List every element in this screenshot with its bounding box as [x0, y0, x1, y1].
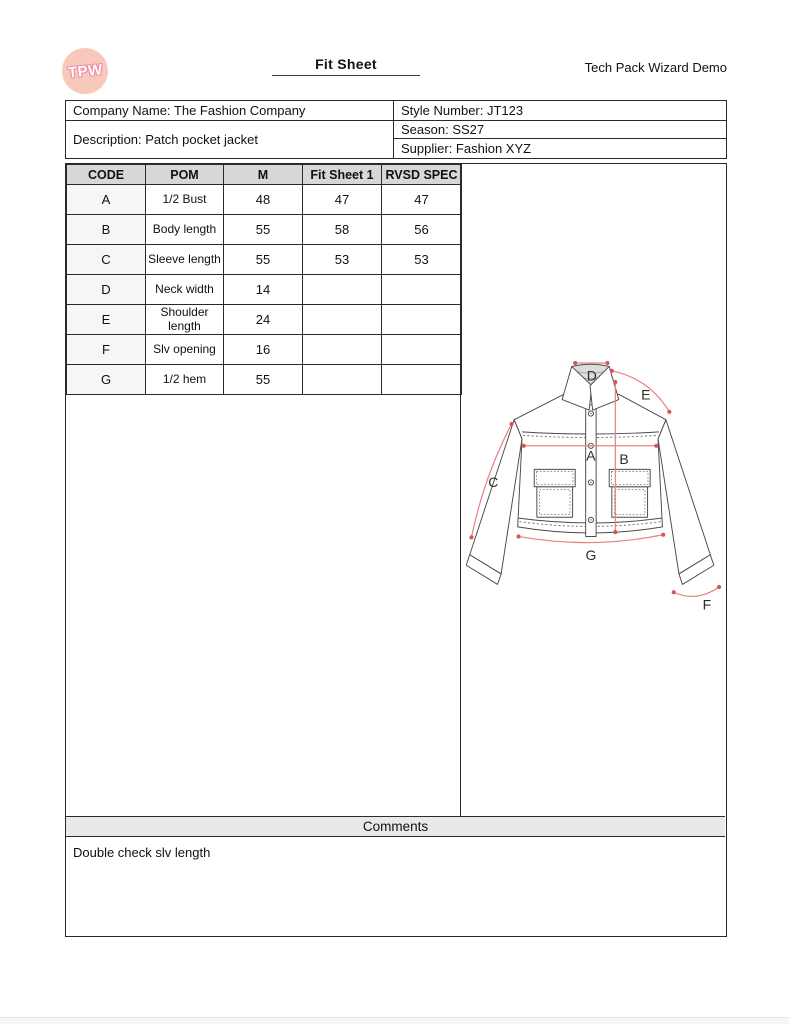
- code-cell: A: [67, 185, 146, 215]
- style-info-table: [65, 100, 727, 159]
- rvsd-spec-cell: 53: [382, 245, 462, 275]
- app-name: Tech Pack Wizard Demo: [584, 60, 727, 75]
- fit-sheet-1-cell: [303, 365, 382, 395]
- code-cell: E: [67, 305, 146, 335]
- col-header-fit-sheet-1: Fit Sheet 1: [303, 165, 382, 185]
- pom-cell: 1/2 hem: [146, 365, 224, 395]
- rvsd-spec-cell: [382, 335, 462, 365]
- fit-sheet-1-cell: [303, 335, 382, 365]
- description-cell: Description: Patch pocket jacket: [73, 132, 258, 147]
- tpw-logo-text: TPW: [66, 60, 104, 82]
- table-row: [67, 305, 462, 335]
- sketch-label-G: G: [585, 547, 597, 563]
- code-cell: F: [67, 335, 146, 365]
- sketch-label-A: A: [586, 447, 596, 464]
- col-header-pom: POM: [146, 165, 224, 185]
- page-title: Fit Sheet: [315, 56, 377, 72]
- right-pocket: [612, 487, 648, 518]
- pom-cell: Slv opening: [146, 335, 224, 365]
- company-name-cell: Company Name: The Fashion Company: [66, 101, 393, 121]
- sketch-label-D: D: [586, 367, 597, 384]
- table-row: [67, 215, 462, 245]
- m-cell: 55: [224, 245, 303, 275]
- pom-cell: Neck width: [146, 275, 224, 305]
- table-row: [67, 275, 462, 305]
- comments-text: Double check slv length: [73, 845, 211, 860]
- rvsd-spec-cell: [382, 275, 462, 305]
- style-number-cell: Style Number: JT123: [394, 101, 726, 121]
- m-cell: 55: [224, 215, 303, 245]
- m-cell: 24: [224, 305, 303, 335]
- m-cell: 16: [224, 335, 303, 365]
- code-cell: D: [67, 275, 146, 305]
- fit-sheet-body: [65, 163, 727, 937]
- fit-sheet-1-cell: 58: [303, 215, 382, 245]
- left-pocket-flap: [534, 469, 575, 486]
- season-cell: Season: SS27: [394, 121, 726, 139]
- rvsd-spec-cell: [382, 365, 462, 395]
- code-cell: B: [67, 215, 146, 245]
- col-header-rvsd-spec: RVSD SPEC: [382, 165, 462, 185]
- pom-cell: Body length: [146, 215, 224, 245]
- code-cell: C: [67, 245, 146, 275]
- page-bottom-edge: [0, 1017, 789, 1024]
- comments-header: Comments: [66, 816, 725, 837]
- table-row: [67, 365, 462, 395]
- pom-cell: 1/2 Bust: [146, 185, 224, 215]
- table-row: [67, 185, 462, 215]
- sketch-label-F: F: [702, 596, 712, 613]
- fit-sheet-1-cell: [303, 305, 382, 335]
- sketch-label-B: B: [619, 451, 629, 468]
- jacket-technical-sketch: [466, 356, 728, 628]
- m-cell: 55: [224, 365, 303, 395]
- right-sleeve: [658, 420, 710, 574]
- col-header-code: CODE: [67, 165, 146, 185]
- sketch-label-E: E: [641, 386, 651, 403]
- left-sleeve: [470, 420, 522, 574]
- table-row: [67, 335, 462, 365]
- left-pocket: [537, 487, 573, 518]
- col-header-m: M: [224, 165, 303, 185]
- rvsd-spec-cell: 56: [382, 215, 462, 245]
- fit-sheet-1-cell: 53: [303, 245, 382, 275]
- button-placket: [586, 405, 596, 537]
- panel-divider: [460, 164, 461, 817]
- title-underline: [272, 75, 420, 76]
- spec-table: [66, 164, 462, 395]
- pom-cell: Sleeve length: [146, 245, 224, 275]
- m-cell: 48: [224, 185, 303, 215]
- fit-sheet-1-cell: [303, 275, 382, 305]
- spec-header-row: [67, 165, 462, 185]
- fit-sheet-1-cell: 47: [303, 185, 382, 215]
- m-cell: 14: [224, 275, 303, 305]
- rvsd-spec-cell: [382, 305, 462, 335]
- code-cell: G: [67, 365, 146, 395]
- measure-line-F: [674, 587, 719, 596]
- supplier-cell: Supplier: Fashion XYZ: [401, 141, 532, 156]
- rvsd-spec-cell: 47: [382, 185, 462, 215]
- sketch-label-C: C: [488, 473, 499, 490]
- tpw-logo: [62, 48, 108, 94]
- table-row: [67, 245, 462, 275]
- pom-cell: Shoulder length: [146, 305, 224, 335]
